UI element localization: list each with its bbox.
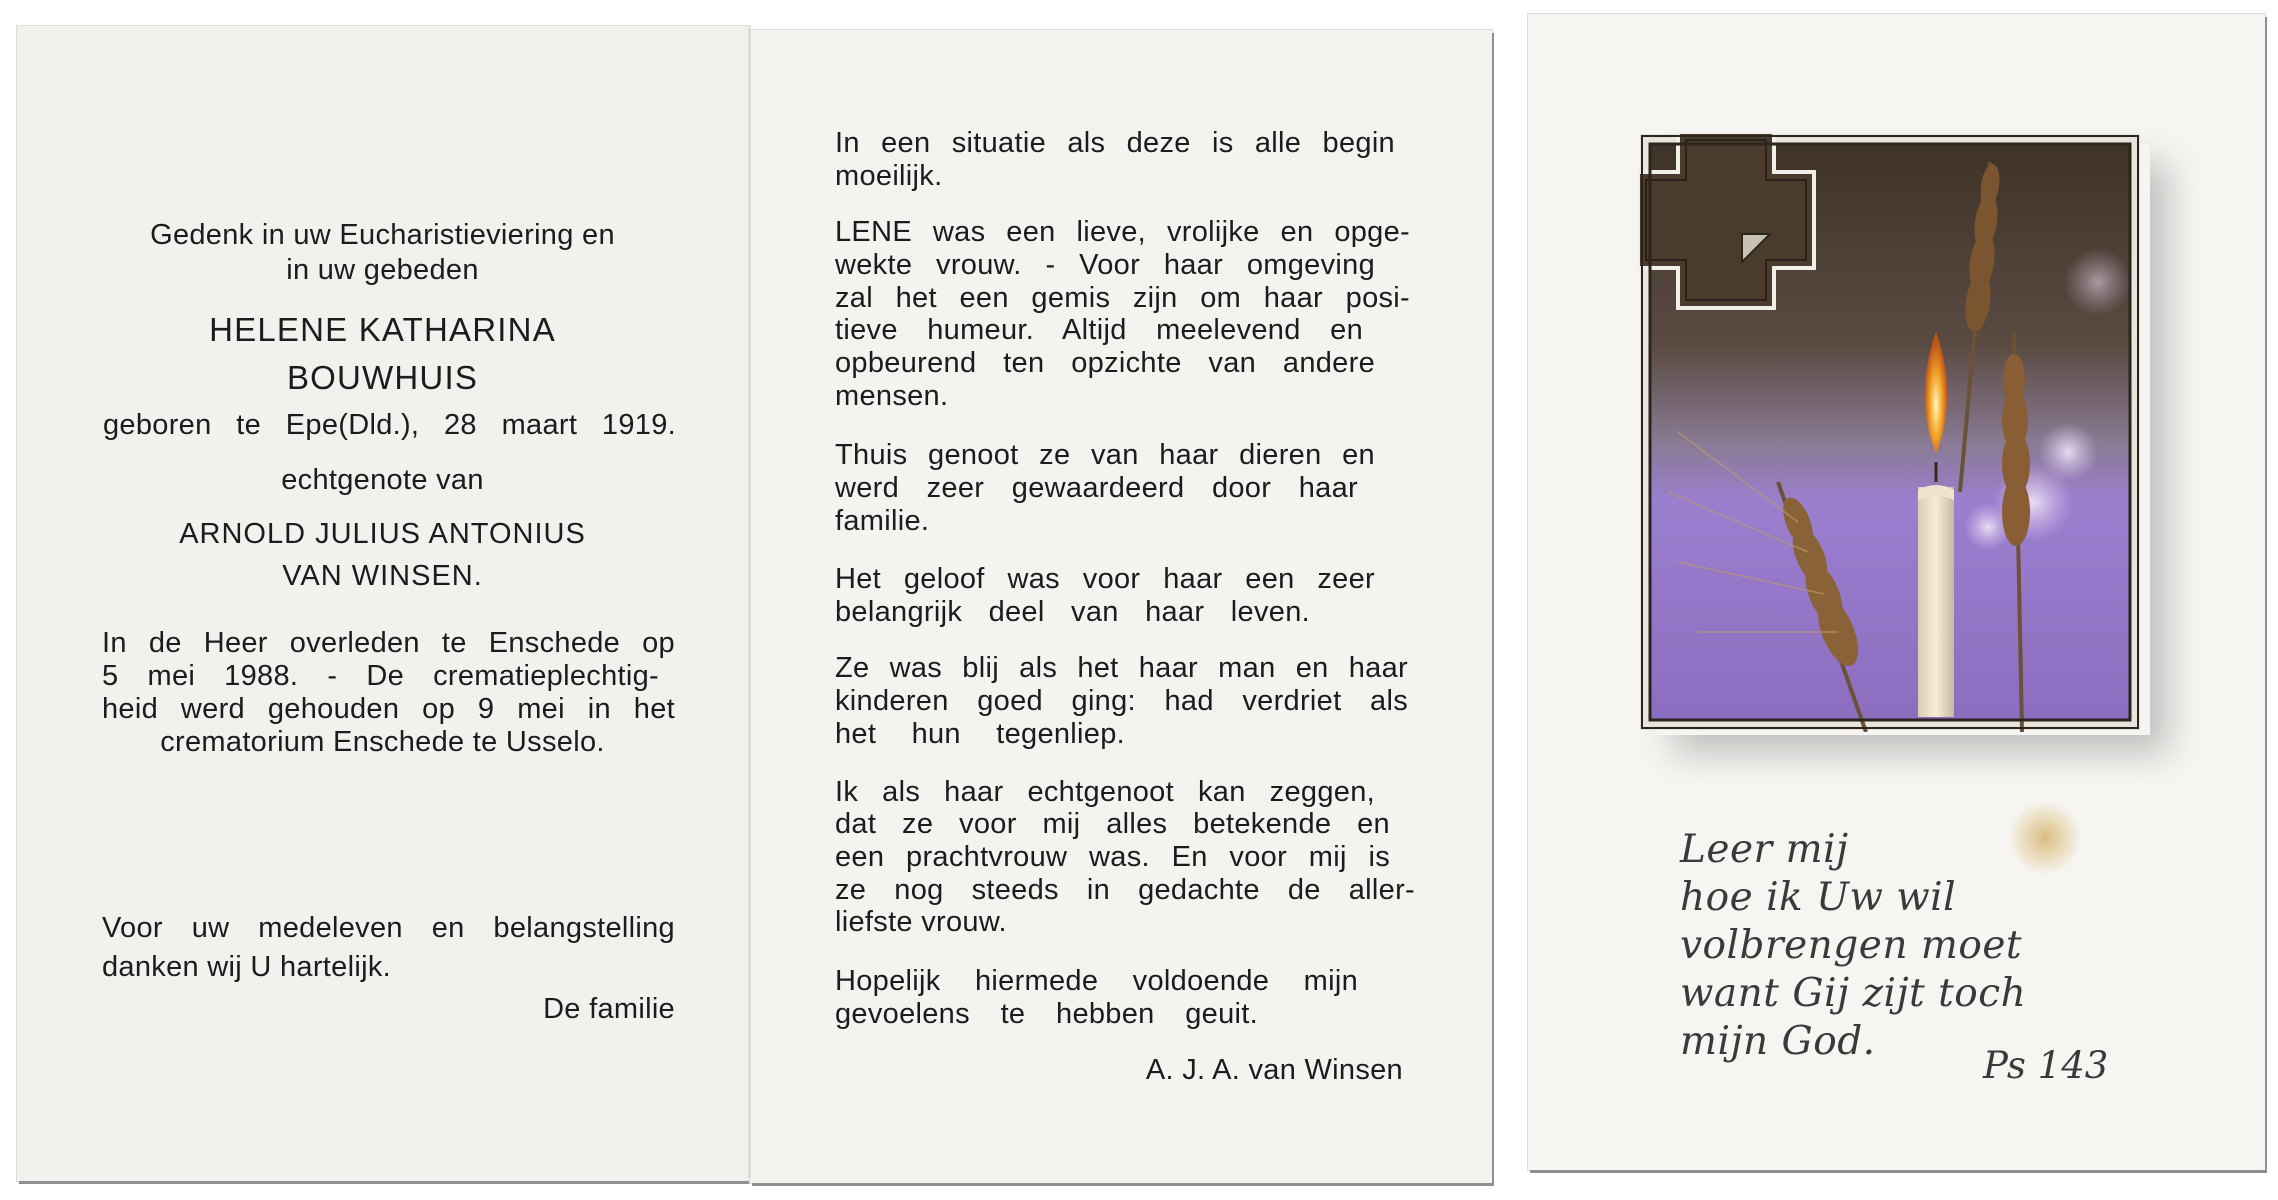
para-2-line-1: LENE was een lieve, vrolijke en opge- [835,216,1410,248]
death-line-3: heid werd gehouden op 9 mei in het [102,693,675,725]
deceased-name-line-1: HELENE KATHARINA [209,311,556,348]
verse-line-3: volbrengen moet [1680,923,2023,968]
spouse-intro: echtgenote van [281,464,484,496]
para-3-line-1: Thuis genoot ze van haar dieren en [835,439,1375,471]
para-2-line-2: wekte vrouw. - Voor haar omgeving [835,249,1375,281]
para-4-line-1: Het geloof was voor haar een zeer [835,563,1375,595]
birth-info: geboren te Epe(Dld.), 28 maart 1919. [103,409,676,441]
spouse-name-line-1: ARNOLD JULIUS ANTONIUS [179,518,586,550]
para-6-line-1: Ik als haar echtgenoot kan zeggen, [835,776,1375,808]
verse-line-1: Leer mij [1680,827,1849,872]
para-6-line-3: een prachtvrouw was. En voor mij is [835,841,1390,873]
para-2-line-3: zal het een gemis zijn om haar posi- [835,282,1410,314]
para-6-line-5: liefste vrouw. [835,906,1007,938]
family-signature: De familie [543,993,675,1025]
husband-signature: A. J. A. van Winsen [1145,1054,1403,1086]
para-2-line-5: opbeurend ten opzichte van andere [835,347,1375,379]
deceased-name-line-2: BOUWHUIS [286,359,479,396]
para-2-line-4: tieve humeur. Altijd meelevend en [835,314,1363,346]
verse-line-2: hoe ik Uw wil [1680,875,1957,920]
spouse-name-line-2: VAN WINSEN. [282,560,483,592]
death-line-4: crematorium Enschede te Usselo. [160,726,605,758]
para-7-line-1: Hopelijk hiermede voldoende mijn [835,965,1358,997]
verse-line-5: mijn God. [1680,1019,1876,1064]
fold-line [748,28,751,1178]
psalm-verse [1680,826,2026,1066]
thanks-line-1: Voor uw medeleven en belangstelling [102,912,675,944]
para-4-line-2: belangrijk deel van haar leven. [835,596,1310,628]
death-line-1: In de Heer overleden te Enschede op [102,627,675,659]
intro-line-2: in uw gebeden [286,254,479,286]
para-1-line-1: In een situatie als deze is alle begin [835,127,1395,159]
candle-wheat-picture [1638,132,2142,732]
para-5-line-3: het hun tegenliep. [835,718,1125,750]
para-6-line-2: dat ze voor mij alles betekende en [835,808,1390,840]
para-1-line-2: moeilijk. [835,160,943,192]
para-3-line-3: familie. [835,505,930,537]
psalm-reference: Ps 143 [1983,1044,2109,1087]
death-line-2: 5 mei 1988. - De crematieplechtig- [102,660,659,692]
para-5-line-2: kinderen goed ging: had verdriet als [835,685,1408,717]
verse-line-4: want Gij zijt toch [1680,971,2027,1016]
intro-line-1: Gedenk in uw Eucharistieviering en [150,219,615,251]
para-2-line-6: mensen. [835,380,949,412]
para-7-line-2: gevoelens te hebben geuit. [835,998,1258,1030]
para-6-line-4: ze nog steeds in gedachte de aller- [835,874,1415,906]
para-5-line-1: Ze was blij als het haar man en haar [835,652,1408,684]
para-3-line-2: werd zeer gewaardeerd door haar [835,472,1358,504]
thanks-line-2: danken wij U hartelijk. [102,951,391,983]
